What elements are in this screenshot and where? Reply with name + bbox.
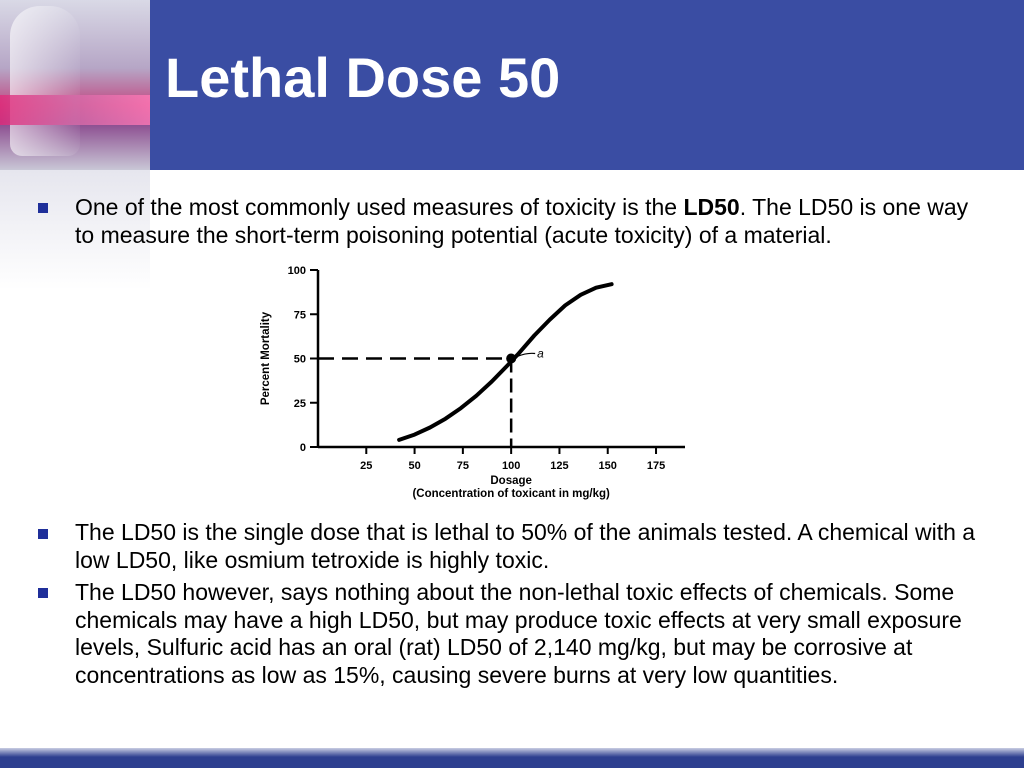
bullet-square-icon: [38, 588, 48, 598]
y-tick-label: 25: [293, 397, 306, 410]
x-axis-subtitle: (Concentration of toxicant in mg/kg): [412, 488, 610, 500]
x-tick-label: 50: [408, 460, 421, 472]
flask-glass-shape: [10, 6, 80, 156]
x-tick-label: 175: [646, 460, 666, 472]
flask-liquid-shape: [0, 95, 150, 125]
dose-response-curve: [399, 284, 611, 440]
x-axis-title: Dosage: [490, 475, 532, 487]
y-tick-label: 0: [299, 442, 306, 454]
bullet-text-3: The LD50 however, says nothing about the non-lethal toxic effects of chemicals. Some chemicals may have a high LD50, but may produce toxic effects at very small exposure levels, Sulfuric acid has an oral (rat) LD50 of 2,140 mg/kg, but may be corrosive at concentrations as low as 15%, causing severe burns at very low quantities.: [75, 579, 962, 688]
x-tick-label: 25: [360, 460, 373, 472]
x-tick-label: 150: [598, 460, 617, 472]
bullet-square-icon: [38, 203, 48, 213]
y-tick-label: 100: [287, 265, 306, 277]
ld50-chart: [255, 262, 715, 507]
y-tick-label: 75: [293, 309, 306, 322]
x-tick-label: 125: [550, 460, 569, 472]
chart-curve: [399, 284, 612, 440]
bullet-text-1: [75, 194, 990, 249]
bullet-square-icon: [38, 529, 48, 539]
x-tick-label: 75: [456, 460, 469, 472]
chart-ticks: [288, 265, 666, 472]
x-tick-label: 100: [501, 460, 521, 472]
bullet-1-after: . The LD50 is one way to measure the short-term poisoning potential (acute toxicity) of a material.: [75, 194, 969, 248]
flask-image: [0, 0, 150, 170]
bullet-text-2: The LD50 is the single dose that is lethal to 50% of the animals tested. A chemical with a low LD50, like osmium tetroxide is highly toxic.: [75, 519, 976, 573]
ld50-marker-dot: [506, 354, 516, 364]
slide-title: Lethal Dose 50: [165, 46, 561, 109]
y-tick-label: 50: [293, 353, 306, 366]
bullet-1-bold: LD50: [683, 194, 740, 220]
marker-label: a: [537, 346, 544, 361]
bullet-1-before: One of the most commonly used measures of toxicity is the: [75, 194, 684, 220]
y-axis-title: Percent Mortality: [260, 311, 272, 406]
footer-band: [0, 748, 1024, 768]
